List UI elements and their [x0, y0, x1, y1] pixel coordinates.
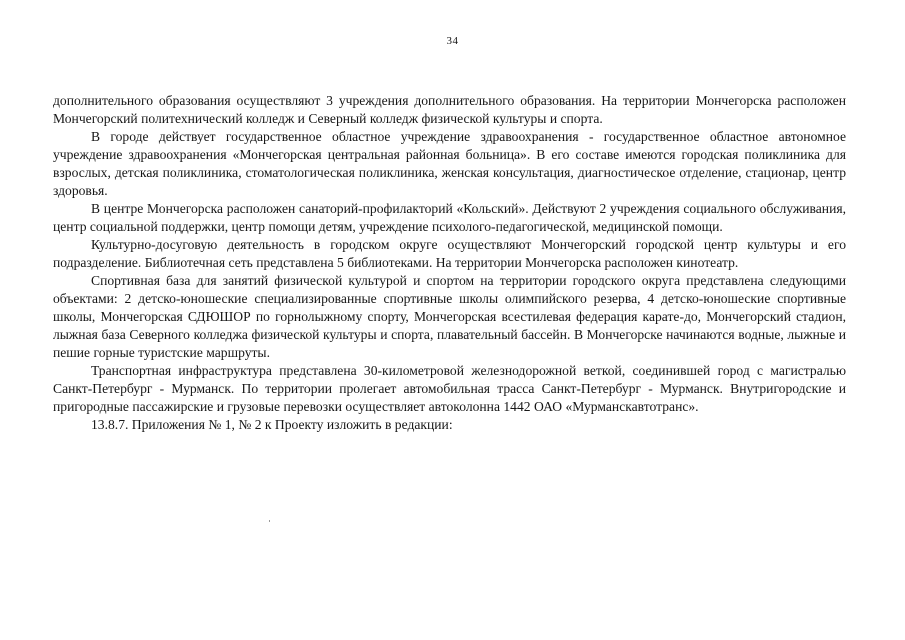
- page-number: 34: [446, 35, 459, 47]
- paragraph-education-continuation: дополнительного образования осуществляют 3 учреждения дополнительного образования. На территории Мончегорска расположен Мончегорский политехнический колледж и Северный колледж физической культуры и спорта.: [53, 93, 846, 126]
- paragraph-amendment: 13.8.7. Приложения № 1, № 2 к Проекту изложить в редакции:: [91, 417, 453, 432]
- paragraph-sports: Спортивная база для занятий физической культурой и спортом на территории городского округа представлена следующими объектами: 2 детско-юношеские специализированные спортивные школы олимпийского резерва, 4 детско-юношеские спортивные школы, Мончегорская СДЮШОР по горнолыжному спорту, Мончегорская всестилевая федерация карате-до, Мончегорский стадион, лыжная база Северного колледжа физической культуры и спорта, плавательный бассейн. В Мончегорске начинаются водные, лыжные и пешие горные туристские маршруты.: [53, 273, 846, 360]
- document-body: [53, 92, 846, 434]
- paragraph-transport: Транспортная инфраструктура представлена 30-километровой железнодорожной веткой, соединившей город с магистралью Санкт-Петербург - Мурманск. По территории пролегает автомобильная трасса Санкт-Петербург - Мурманск. Внутригородские и пригородные пассажирские и грузовые перевозки осуществляет автоколонна 1442 ОАО «Мурманскавтотранс».: [53, 363, 846, 414]
- paragraph-social-services: В центре Мончегорска расположен санаторий-профилакторий «Кольский». Действуют 2 учреждения социального обслуживания, центр социальной поддержки, центр помощи детям, учреждение психолого-педагогической, медицинской помощи.: [53, 201, 846, 234]
- paragraph-healthcare: В городе действует государственное областное учреждение здравоохранения - государственное областное автономное учреждение здравоохранения «Мончегорская центральная районная больница». В его составе имеются городская поликлиника для взрослых, детская поликлиника, стоматологическая поликлиника, женская консультация, диагностическое отделение, стационар, центр здоровья.: [53, 129, 846, 198]
- scan-speck: [269, 520, 270, 522]
- paragraph-culture: Культурно-досуговую деятельность в городском округе осуществляют Мончегорский городской центр культуры и его подразделение. Библиотечная сеть представлена 5 библиотеками. На территории Мончегорска расположен кинотеатр.: [53, 237, 846, 270]
